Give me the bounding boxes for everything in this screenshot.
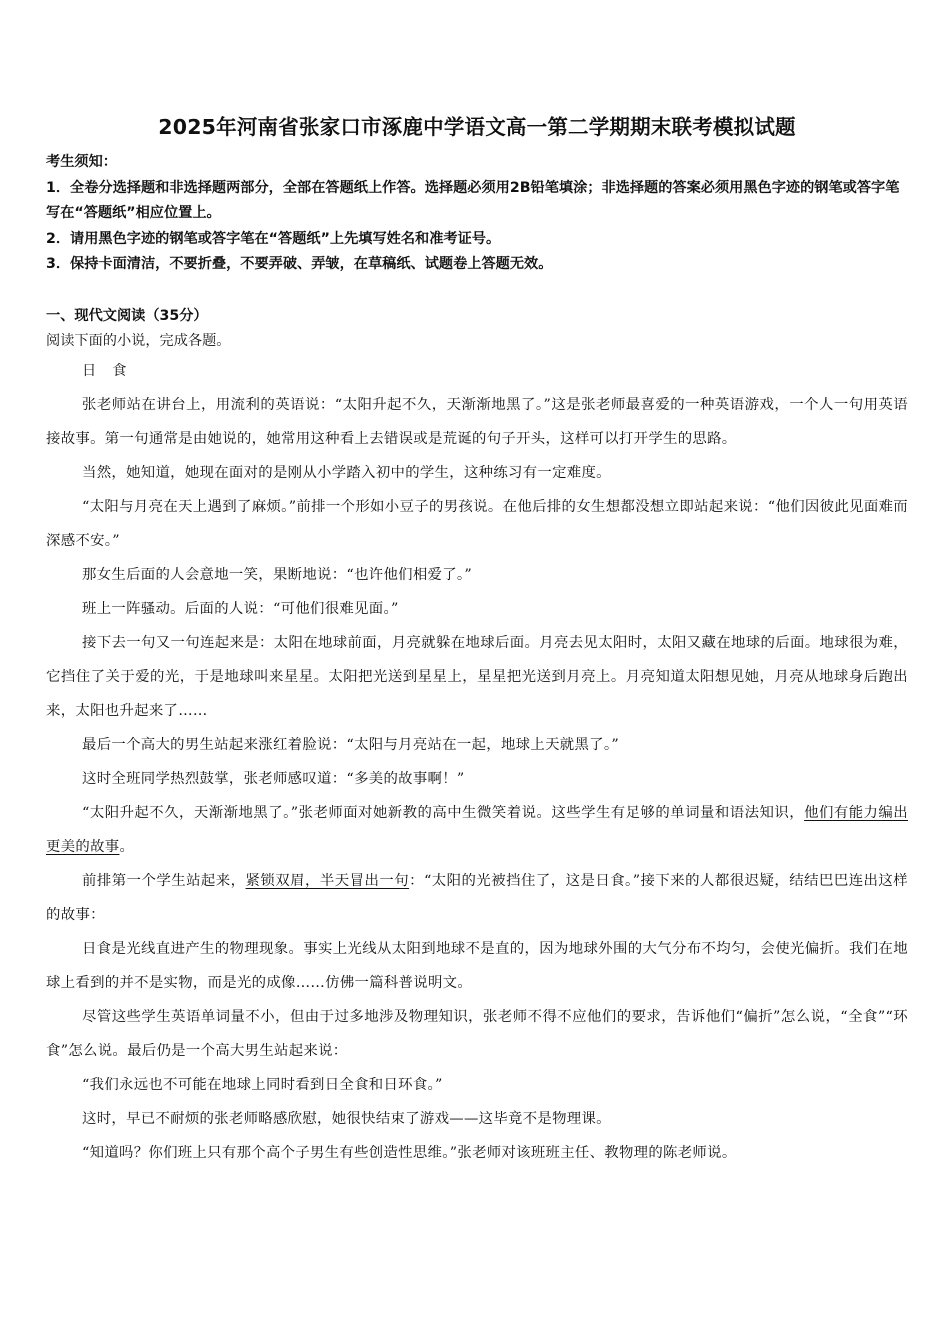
section-heading: 一、现代文阅读（35分）: [46, 307, 208, 324]
notice-item-3: 3．保持卡面清洁，不要折叠，不要弄破、弄皱，在草稿纸、试题卷上答题无效。: [46, 256, 553, 272]
story-paragraph: 最后一个高大的男生站起来涨红着脸说：“太阳与月亮站在一起，地球上天就黑了。”: [82, 736, 619, 753]
text-span: 。: [119, 838, 135, 855]
story-paragraph: [46, 864, 908, 932]
story-paragraph: 接下去一句又一句连起来是：太阳在地球前面，月亮就躲在地球后面。月亮去见太阳时，太阳又藏在地球的后面。地球很为难，它挡住了关于爱的光，于是地球叫来星星。太阳把光送到星星上，星星把光送到月亮上。月亮知道太阳想见她，月亮从地球身后跑出来，太阳也升起来了……: [46, 634, 908, 719]
text-span: ：“太阳的光被挡住了，这是日食。”接下来的人都很迟疑，结结巴巴连出这样的故事：: [46, 872, 908, 923]
story-body: [46, 388, 908, 1170]
text-span: 前排第一个学生站起来，: [82, 872, 246, 889]
text-span: “太阳升起不久，天渐渐地黑了。”张老师面对她新教的高中生微笑着说。这些学生有足够的单词量和语法知识，: [82, 804, 805, 821]
story-paragraph: 当然，她知道，她现在面对的是刚从小学踏入初中的学生，这种练习有一定难度。: [82, 464, 611, 481]
story-paragraph: “太阳与月亮在天上遇到了麻烦。”前排一个形如小豆子的男孩说。在他后排的女生想都没想立即站起来说：“他们因彼此见面难而深感不安。”: [46, 498, 908, 549]
notice-heading: 考生须知：: [46, 154, 117, 170]
notice-item-1: 1．全卷分选择题和非选择题两部分，全部在答题纸上作答。选择题必须用2B铅笔填涂；非选择题的答案必须用黑色字迹的钢笔或答字笔写在“答题纸”相应位置上。: [46, 179, 900, 221]
story-paragraph: 尽管这些学生英语单词量不小，但由于过多地涉及物理知识，张老师不得不应他们的要求，告诉他们“偏折”怎么说，“全食”“环食”怎么说。最后仍是一个高大男生站起来说：: [46, 1008, 908, 1059]
underlined-phrase: 紧锁双眉，半天冒出一句: [245, 872, 410, 889]
underlined-phrase: 他们有能力编出更美的故事: [46, 804, 908, 855]
notice-item-2: 2．请用黑色字迹的钢笔或答字笔在“答题纸”上先填写姓名和准考证号。: [46, 230, 501, 247]
story-paragraph: 这时全班同学热烈鼓掌，张老师感叹道：“多美的故事啊！”: [82, 770, 465, 787]
candidate-notice: [46, 150, 908, 278]
story-paragraph: [46, 796, 908, 864]
story-paragraph: 日食是光线直进产生的物理现象。事实上光线从太阳到地球不是直的，因为地球外围的大气分布不均匀，会使光偏折。我们在地球上看到的并不是实物，而是光的成像……仿佛一篇科普说明文。: [46, 940, 908, 991]
story-paragraph: 班上一阵骚动。后面的人说：“可他们很难见面。”: [82, 600, 399, 617]
story-paragraph: 那女生后面的人会意地一笑，果断地说：“也许他们相爱了。”: [82, 566, 473, 583]
story-paragraph: “知道吗？你们班上只有那个高个子男生有些创造性思维。”张老师对该班班主任、教物理的陈老师说。: [82, 1144, 737, 1161]
story-paragraph: 这时，早已不耐烦的张老师略感欣慰，她很快结束了游戏——这毕竟不是物理课。: [82, 1110, 611, 1127]
exam-title: 2025年河南省张家口市涿鹿中学语文高一第二学期期末联考模拟试题: [158, 115, 796, 139]
story-paragraph: 张老师站在讲台上，用流利的英语说：“太阳升起不久，天渐渐地黑了。”这是张老师最喜爱的一种英语游戏，一个人一句用英语接故事。第一句通常是由她说的，她常用这种看上去错误或是荒诞的句子开头，这样可以打开学生的思路。: [46, 396, 908, 447]
reading-instructions: 阅读下面的小说，完成各题。: [46, 332, 231, 349]
story-paragraph: “我们永远也不可能在地球上同时看到日全食和日环食。”: [82, 1076, 443, 1093]
exam-page: [46, 112, 908, 1170]
story-title: 日食: [82, 362, 143, 379]
